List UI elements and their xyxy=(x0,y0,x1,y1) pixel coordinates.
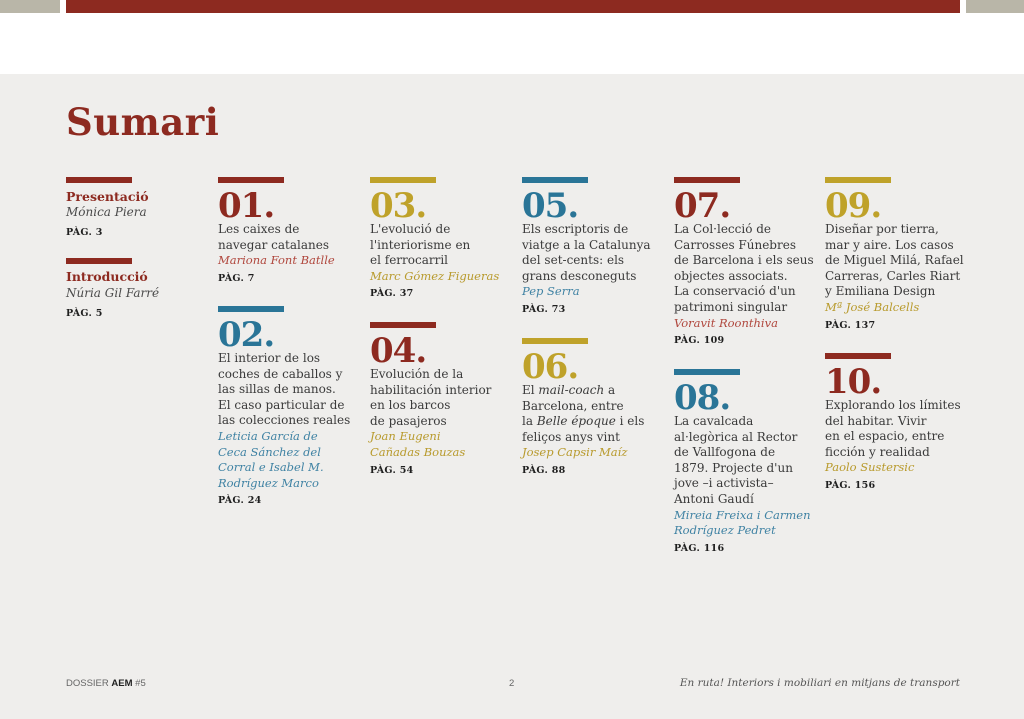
top-band xyxy=(0,0,1024,74)
entry-title-line: La cavalcada xyxy=(674,414,754,428)
entry-author: Rodríguez Pedret xyxy=(674,523,776,538)
entry-author: Mireia Freixa i Carmen xyxy=(674,507,811,522)
entry-author: Josep Capsir Maíz xyxy=(522,445,628,460)
entry-page: PÀG. 156 xyxy=(825,480,876,491)
top-bar-right xyxy=(966,0,1024,13)
entry-number[interactable]: 01. xyxy=(218,186,275,226)
presentacio-label[interactable]: Presentació xyxy=(66,189,149,204)
entry-author: Rodríguez Marco xyxy=(218,475,319,490)
top-bar-center xyxy=(66,0,960,13)
entry-title-line: 1879. Projecte d'un xyxy=(674,460,793,475)
entry-bar xyxy=(674,369,740,375)
entry-page: PÀG. 137 xyxy=(825,319,876,331)
entry-title-line: Barcelona, entre xyxy=(522,398,624,413)
footer-issue: #5 xyxy=(135,678,146,689)
entry-title-line: del habitar. Vivir xyxy=(825,413,927,428)
footer-right: En ruta! Interiors i mobiliari en mitjans de transport xyxy=(679,677,960,689)
entry-title-line: de pasajeros xyxy=(370,413,447,428)
entry-number[interactable]: 02. xyxy=(218,315,275,355)
introduccio-label[interactable]: Introducció xyxy=(66,269,148,284)
introduccio-author: Núria Gil Farré xyxy=(66,286,160,300)
entry-author: Mariona Font Batlle xyxy=(218,253,335,268)
entry-number[interactable]: 09. xyxy=(825,186,882,226)
entry-bar xyxy=(825,353,891,359)
entry-title-line: Carrosses Fúnebres xyxy=(674,237,796,252)
entry-title-line: L'evolució de xyxy=(370,222,451,236)
entry-page: PÀG. 54 xyxy=(370,464,414,476)
entry-number[interactable]: 10. xyxy=(825,362,882,402)
entry-page: PÀG. 88 xyxy=(522,465,566,476)
entry-author: Marc Gómez Figueras xyxy=(370,268,500,283)
entry-number[interactable]: 08. xyxy=(674,378,731,418)
entry-title-line: La Col·lecció de xyxy=(674,222,772,236)
entry-author: Corral e Isabel M. xyxy=(218,460,324,475)
entry-number[interactable]: 05. xyxy=(522,186,579,226)
entry-title-line: objectes associats. xyxy=(674,268,788,283)
entry-bar xyxy=(674,177,740,183)
entry-title-line: La conservació d'un xyxy=(674,284,796,299)
entry-page: PÀG. 24 xyxy=(218,495,262,507)
entry-number[interactable]: 07. xyxy=(674,186,731,226)
entry-title-line: habilitación interior xyxy=(370,382,492,397)
entry-title-line: coches de caballos y xyxy=(218,366,343,381)
entry-page: PÀG. 37 xyxy=(370,288,414,300)
entry-title-line: grans desconeguts xyxy=(522,268,637,283)
entry-page: PÀG. 109 xyxy=(674,335,725,347)
entry-title-line: El mail-coach a xyxy=(522,383,616,397)
page-number: 2 xyxy=(509,678,515,689)
entry-bar xyxy=(218,306,284,312)
entry-title-line: Diseñar por tierra, xyxy=(825,222,939,236)
presentacio-author: Mónica Piera xyxy=(66,205,147,219)
section-bar xyxy=(66,177,132,183)
entry-title-line: jove –i activista– xyxy=(674,476,774,491)
entry-title-line: y Emiliana Design xyxy=(825,284,936,299)
entry-title-line: en el espacio, entre xyxy=(825,429,945,444)
entry-title-line: Explorando los límites xyxy=(825,398,961,412)
top-bar-left xyxy=(0,0,60,13)
entry-author: Leticia García de xyxy=(218,429,318,443)
entry-number[interactable]: 06. xyxy=(522,347,579,387)
entry-page: PÀG. 7 xyxy=(218,272,255,284)
entry-title-line: al·legòrica al Rector xyxy=(674,429,798,444)
entry-title-line: mar y aire. Los casos xyxy=(825,237,954,252)
entry-bar xyxy=(370,322,436,328)
entry-title-line: feliços anys vint xyxy=(522,429,620,444)
entry-title-line: la Belle époque i els xyxy=(522,414,645,429)
entry-title-line: ficción y realidad xyxy=(825,444,930,459)
entry-title-line: las colecciones reales xyxy=(218,413,351,428)
entry-title-line: el ferrocarril xyxy=(370,253,449,268)
entry-bar xyxy=(825,177,891,183)
entry-title-line: navegar catalanes xyxy=(218,237,329,252)
entry-title-line: El caso particular de xyxy=(218,397,345,412)
entry-title-line: l'interiorisme en xyxy=(370,237,471,252)
entry-title-line: de Barcelona i els seus xyxy=(674,253,814,268)
entry-title-line: en los barcos xyxy=(370,398,451,413)
entry-title-line: Els escriptoris de xyxy=(522,222,629,236)
entry-title-line: Carreras, Carles Riart xyxy=(825,268,961,283)
footer-left xyxy=(66,678,146,689)
entry-author: Voravit Roonthiva xyxy=(674,315,778,330)
entry-title-line: patrimoni singular xyxy=(674,300,788,314)
entry-title-line: las sillas de manos. xyxy=(218,382,336,397)
entry-bar xyxy=(522,177,588,183)
entry-title-line: El interior de los xyxy=(218,351,321,365)
entry-page: PÀG. 116 xyxy=(674,542,725,554)
entry-author: Joan Eugeni xyxy=(370,429,441,444)
entry-title-line: Antoni Gaudí xyxy=(674,492,754,506)
entry-author: Cañadas Bouzas xyxy=(370,445,466,459)
entry-author: Mª José Balcells xyxy=(825,300,920,314)
footer-prefix: DOSSIER xyxy=(66,678,109,689)
entry-title-line: de Vallfogona de xyxy=(674,445,776,460)
presentacio-page: PÀG. 3 xyxy=(66,227,103,238)
entry-author: Ceca Sánchez del xyxy=(218,444,321,459)
entry-bar xyxy=(218,177,284,183)
entry-title-line: del set-cents: els xyxy=(522,253,625,268)
entry-bar xyxy=(370,177,436,183)
entry-title-line: Les caixes de xyxy=(218,222,300,236)
entry-number[interactable]: 03. xyxy=(370,186,427,226)
entry-author: Pep Serra xyxy=(522,284,580,299)
page-title: Sumari xyxy=(66,100,220,144)
introduccio-page: PÀG. 5 xyxy=(66,308,103,319)
section-bar xyxy=(66,258,132,264)
entry-author: Paolo Sustersic xyxy=(825,460,915,475)
entry-number[interactable]: 04. xyxy=(370,331,427,371)
entry-bar xyxy=(522,338,588,344)
entry-title-line: de Miguel Milá, Rafael xyxy=(825,253,964,268)
entry-title-line: viatge a la Catalunya xyxy=(522,237,651,252)
entry-page: PÀG. 73 xyxy=(522,304,566,315)
footer-brand: AEM xyxy=(111,678,133,689)
entry-title-line: Evolución de la xyxy=(370,367,464,381)
